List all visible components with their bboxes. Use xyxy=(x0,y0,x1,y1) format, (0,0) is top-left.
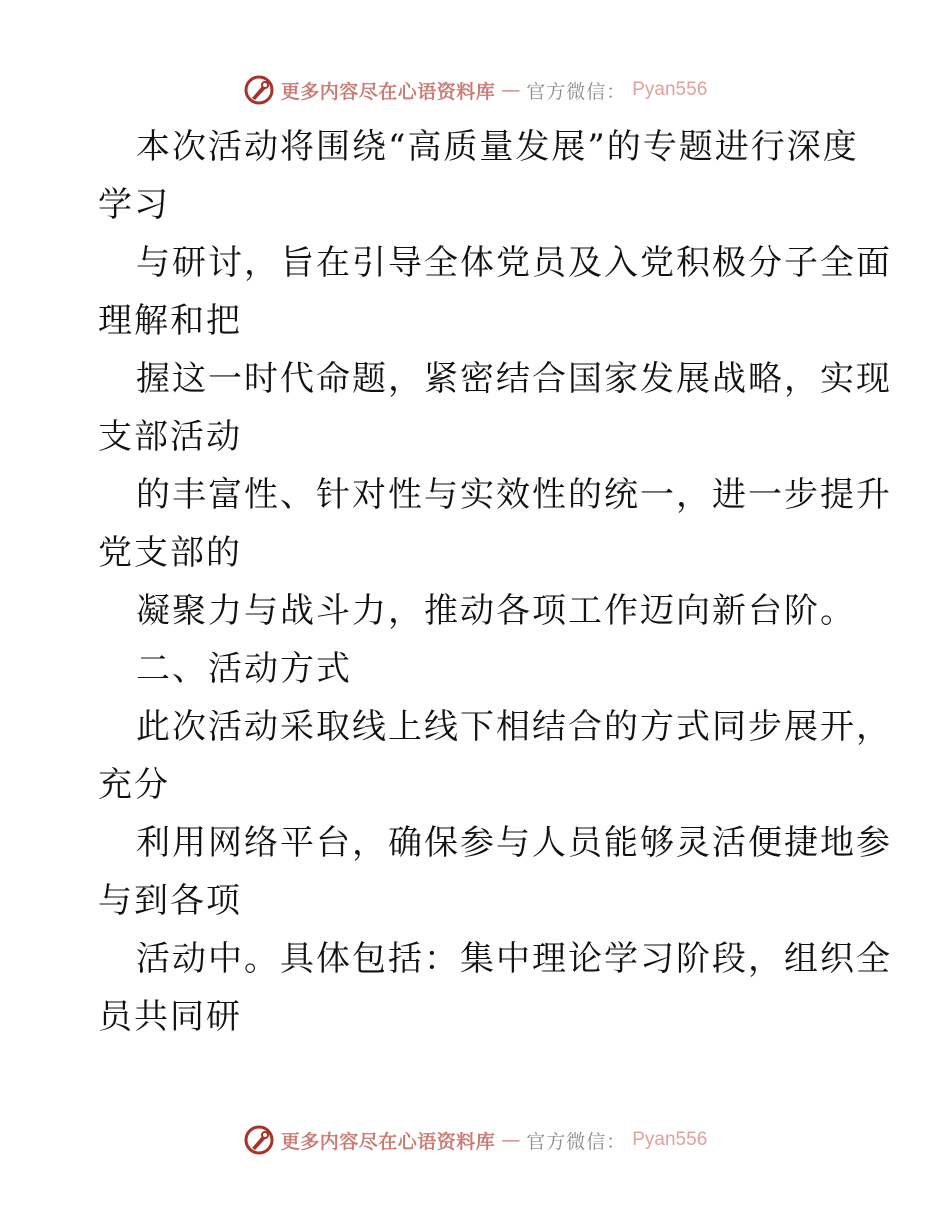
watermark-wechat-id: Pyan556 xyxy=(632,79,708,100)
watermark-site-name: 更多内容尽在心语资料库 xyxy=(280,80,496,103)
text-line: 活动中。具体包括：集中理论学习阶段，组织全 xyxy=(136,939,892,979)
text-line: 学习 xyxy=(98,185,170,225)
text-line: 支部活动 xyxy=(98,417,242,457)
text-line: 凝聚力与战斗力，推动各项工作迈向新台阶。 xyxy=(136,591,856,631)
text-line: 二、活动方式 xyxy=(136,649,352,689)
text-line: 与研讨，旨在引导全体党员及入党积极分子全面 xyxy=(136,243,892,283)
text-line: 的丰富性、针对性与实效性的统一，进一步提升 xyxy=(136,475,892,515)
watermark-official-label: 官方微信： xyxy=(526,80,627,103)
text-line: 理解和把 xyxy=(98,301,242,341)
text-line: 党支部的 xyxy=(98,533,242,573)
quill-logo-icon xyxy=(243,74,275,106)
footer-watermark xyxy=(0,1120,950,1160)
quill-logo-icon xyxy=(243,1124,275,1156)
document-body xyxy=(98,118,892,1046)
header-watermark xyxy=(0,70,950,110)
text-line: 本次活动将围绕“高质量发展”的专题进行深度 xyxy=(136,127,859,167)
watermark-dash: — xyxy=(501,1129,521,1151)
watermark-wechat-id: Pyan556 xyxy=(632,1129,708,1150)
text-line: 此次活动采取线上线下相结合的方式同步展开， xyxy=(136,707,892,747)
text-line: 利用网络平台，确保参与人员能够灵活便捷地参 xyxy=(136,823,892,863)
text-line: 充分 xyxy=(98,765,170,805)
watermark-site-name: 更多内容尽在心语资料库 xyxy=(280,1130,496,1153)
text-line: 与到各项 xyxy=(98,881,242,921)
text-line: 握这一时代命题，紧密结合国家发展战略，实现 xyxy=(136,359,892,399)
text-line: 员共同研 xyxy=(98,997,242,1037)
watermark-official-label: 官方微信： xyxy=(526,1130,627,1153)
watermark-dash: — xyxy=(501,79,521,101)
